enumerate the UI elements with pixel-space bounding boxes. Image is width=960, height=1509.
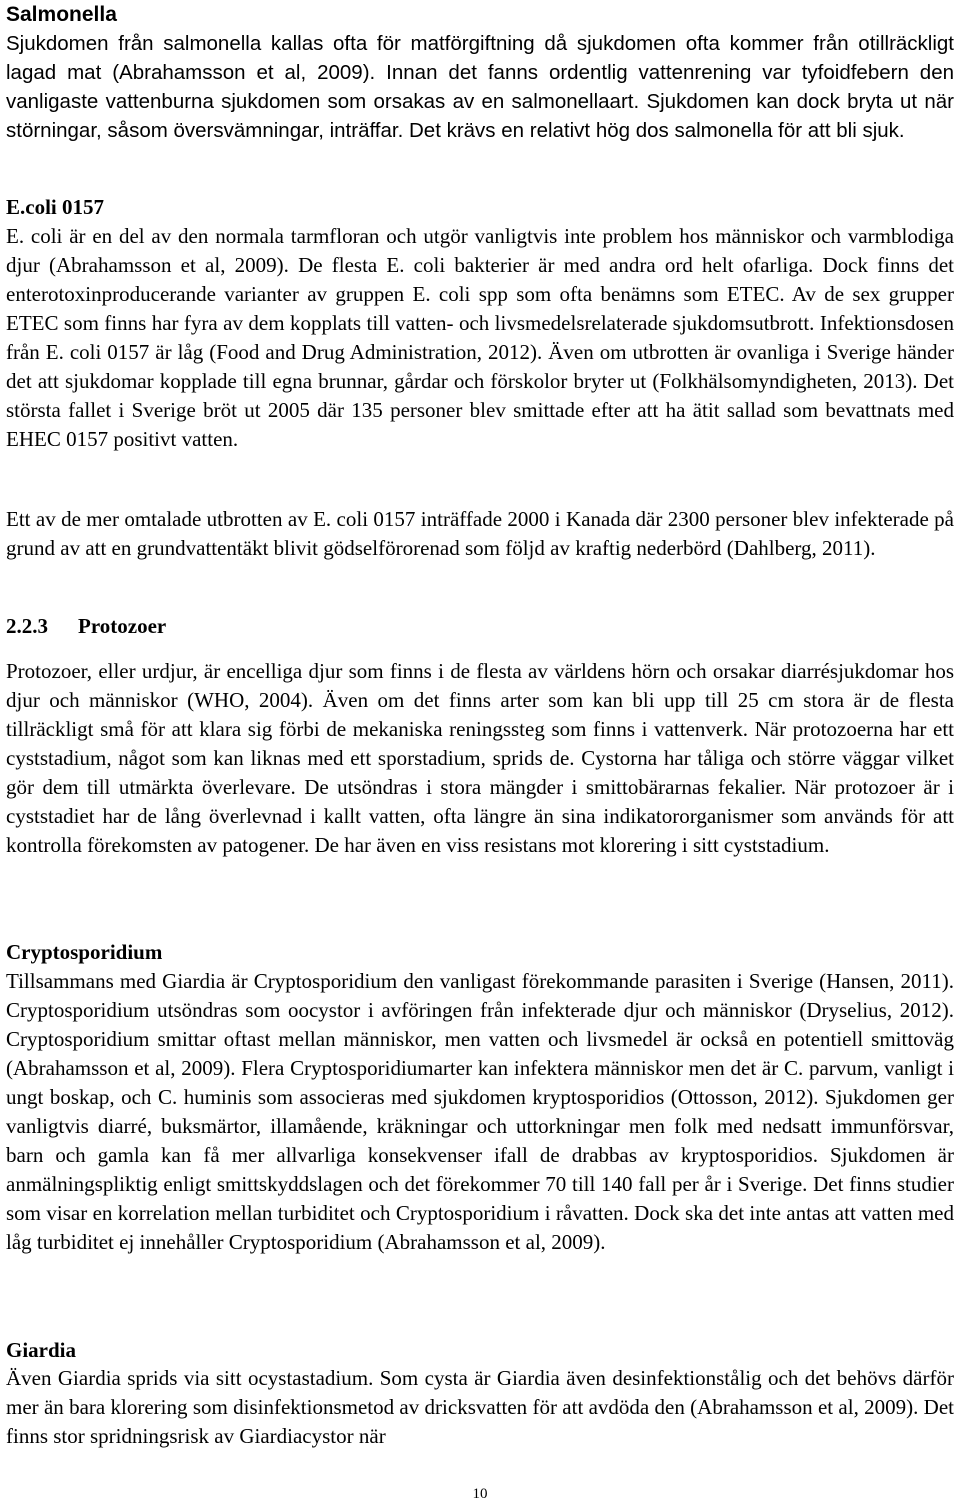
section-title: Protozoer bbox=[78, 614, 167, 638]
paragraph-ecoli: E. coli är en del av den normala tarmfloran och utgör vanligtvis inte problem hos människor och varmblodiga djur (Abrahamsson et al, 2009). De flesta E. coli bakterier är med andra ord helt ofarliga. Dock finns det enterotoxinproducerande varianter av gruppen E. coli spp som ofta benämns som ETEC. Av de sex grupper ETEC som finns har fyra av dem kopplats till vatten- och livsmedelsrelaterade sjukdomsutbrott. Infektionsdosen från E. coli 0157 är låg (Food and Drug Administration, 2012). Även om utbrotten är ovanliga i Sverige händer det att sjukdomar kopplade till egna brunnar, gårdar och förskolor bryter ut (Folkhälsomyndigheten, 2013). Det största fallet i Sverige bröt ut 2005 där 135 personer blev smittade efter att ha ätit sallad som bevattnats med EHEC 0157 positivt vatten. bbox=[6, 224, 954, 451]
paragraph-giardia: Även Giardia sprids via sitt ocystastadium. Som cysta är Giardia även desinfektionstålig och det behövs därför mer än bara klorering som disinfektionsmetod av dricksvatten för att avdöda den (Abrahamsson et al, 2009). Det finns stor spridningsrisk av Giardiacystor när bbox=[6, 1366, 954, 1448]
section-heading-protozoer bbox=[6, 612, 166, 641]
page-number: 10 bbox=[472, 1486, 488, 1502]
paragraph-protozoer: Protozoer, eller urdjur, är encelliga djur som finns i de flesta av världens hörn och orsakar diarrésjukdomar hos djur och människor (WHO, 2004). Även om det finns arter som kan bli upp till 25 cm stora är de flesta tillräckligt små för att klara sig förbi de mekaniska reningssteg som finns i vattenverk. När protozoerna har ett cyststadium, något som kan liknas med ett sporstadium, sprids de. Cystorna har tåliga och större väggar vilket gör dem till utmärkta överlevare. De utsöndras i stora mängder i smittobärarnas fekalier. När protozoer är i cyststadiet har de lång överlevnad i kallt vatten, ofta längre än sina indikatororganismer som används för att kontrolla förekomsten av patogener. De har även en viss resistans mot klorering i sitt cyststadium. bbox=[6, 659, 954, 857]
paragraph-salmonella: Sjukdomen från salmonella kallas ofta för matförgiftning då sjukdomen ofta kommer från otillräckligt lagad mat (Abrahamsson et al, 2009). Innan det fanns ordentlig vattenrening var tyfoidfebern den vanligaste vattenburna sjukdomen som orsakas av en salmonellaart. Sjukdomen kan dock bryta ut när störningar, såsom översvämningar, inträffar. Det krävs en relativt hög dos salmonella för att bli sjuk. bbox=[6, 32, 954, 142]
paragraph-ecoli-outbreak: Ett av de mer omtalade utbrotten av E. coli 0157 inträffade 2000 i Kanada där 2300 personer blev infekterade på grund av att en grundvattentäkt blivit gödselförorenad som följd av kraftig nederbörd (Dahlberg, 2011). bbox=[6, 507, 954, 560]
section-number: 2.2.3 bbox=[6, 614, 48, 638]
heading-cryptosporidium: Cryptosporidium bbox=[6, 940, 163, 964]
paragraph-cryptosporidium: Tillsammans med Giardia är Cryptosporidium den vanligast förekommande parasiten i Sverige (Hansen, 2011). Cryptosporidium utsöndras som oocystor i avföringen från infekterade djur och människor (Dryselius, 2012). Cryptosporidium smittar oftast mellan människor, men vatten och livsmedel är också en potentiell smittoväg (Abrahamsson et al, 2009). Flera Cryptosporidiumarter kan infektera människor men det är C. parvum, vanligt i ungt boskap, och C. huminis som associeras med sjukdomen kryptosporidios (Ottosson, 2012). Sjukdomen ger vanligtvis diarré, buksmärtor, illamående, kräkningar och uttorkningar men folk med nedsatt immunförsvar, barn och gamla kan få mer allvarliga konsekvenser ifall de drabbas av kryptosporidios. Sjukdomen är anmälningspliktig enligt smittskyddslagen och det förekommer 70 till 140 fall per år i Sverige. Det finns studier som visar en korrelation mellan turbiditet och Cryptosporidium i råvatten. Dock ska det inte antas att vatten med låg turbiditet ej innehåller Cryptosporidium (Abrahamsson et al, 2009). bbox=[6, 969, 954, 1254]
heading-ecoli: E.coli 0157 bbox=[6, 195, 104, 219]
document-page bbox=[6, 0, 954, 1509]
heading-salmonella: Salmonella bbox=[6, 3, 117, 26]
heading-giardia: Giardia bbox=[6, 1338, 77, 1362]
